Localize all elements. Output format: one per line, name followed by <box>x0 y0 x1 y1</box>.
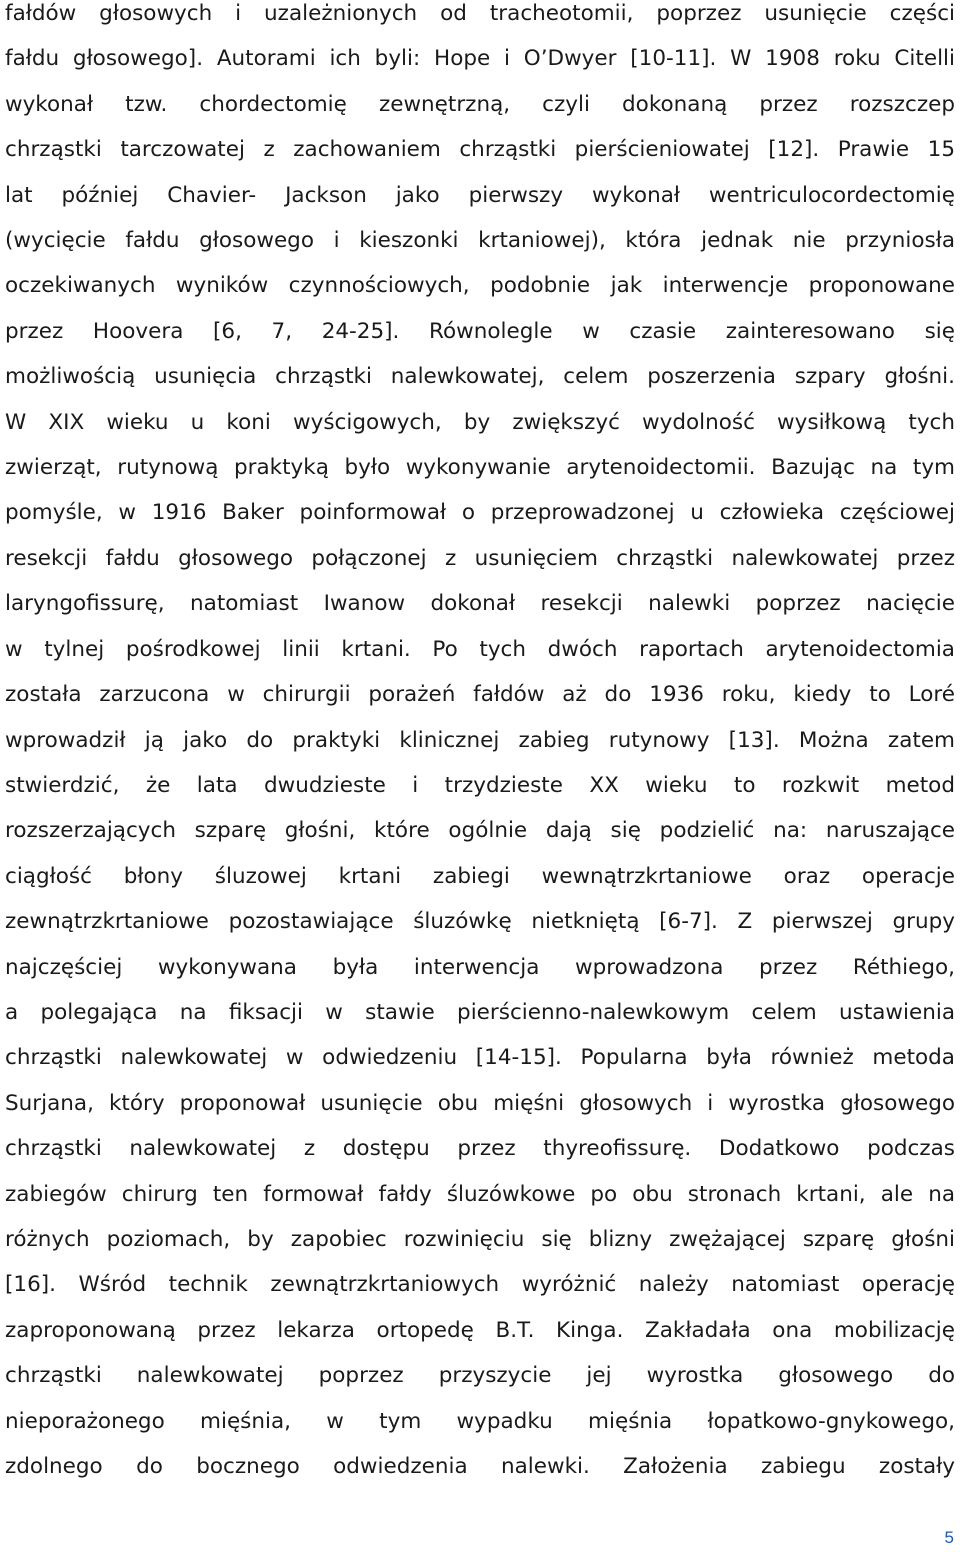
text-line: a polegająca na fiksacji w stawie pierścienno-nalewkowym celem ustawienia <box>5 999 955 1025</box>
text-line: chrząstki nalewkowatej w odwiedzeniu [14-15]. Popularna była również metoda <box>5 1045 955 1071</box>
text-line: rozszerzających szparę głośni, które ogólnie dają się podzielić na: naruszające <box>5 818 955 844</box>
text-line: resekcji fałdu głosowego połączonej z usunięciem chrząstki nalewkowatej przez <box>5 545 955 571</box>
text-line: laryngofissurę, natomiast Iwanow dokonał resekcji nalewki poprzez nacięcie <box>5 591 955 617</box>
text-line: zwierząt, rutynową praktyką było wykonywanie arytenoidectomii. Bazując na tym <box>5 455 955 481</box>
text-line: możliwością usunięcia chrząstki nalewkowatej, celem poszerzenia szpary głośni. <box>5 364 955 390</box>
text-line: (wycięcie fałdu głosowego i kieszonki krtaniowej), która jednak nie przyniosła <box>5 228 955 254</box>
text-line: stwierdzić, że lata dwudzieste i trzydzieste XX wieku to rozkwit metod <box>5 772 955 798</box>
text-line: zewnątrzkrtaniowe pozostawiające śluzówkę nietkniętą [6-7]. Z pierwszej grupy <box>5 909 955 935</box>
text-line: wykonał tzw. chordectomię zewnętrzną, czyli dokonaną przez rozszczep <box>5 91 955 117</box>
text-line: lat później Chavier- Jackson jako pierwszy wykonał wentriculocordectomię <box>5 182 955 208</box>
text-line: przez Hoovera [6, 7, 24-25]. Równolegle w czasie zainteresowano się <box>5 318 955 344</box>
text-line: najczęściej wykonywana była interwencja wprowadzona przez Réthiego, <box>5 954 955 980</box>
text-line: chrząstki nalewkowatej z dostępu przez thyreofissurę. Dodatkowo podczas <box>5 1136 955 1162</box>
text-line: W XIX wieku u koni wyścigowych, by zwiększyć wydolność wysiłkową tych <box>5 409 955 435</box>
text-line: fałdów głosowych i uzależnionych od tracheotomii, poprzez usunięcie części <box>5 1 955 26</box>
text-line: zabiegów chirurg ten formował fałdy śluzówkowe po obu stronach krtani, ale na <box>5 1181 955 1207</box>
text-line: zdolnego do bocznego odwiedzenia nalewki. Założenia zabiegu zostały <box>5 1454 955 1479</box>
text-line: chrząstki nalewkowatej poprzez przyszycie jej wyrostka głosowego do <box>5 1363 955 1389</box>
body-paragraph <box>5 0 955 1489</box>
text-line: różnych poziomach, by zapobiec rozwinięciu się blizny zwężającej szparę głośni <box>5 1226 955 1252</box>
text-line: Surjana, który proponował usunięcie obu mięśni głosowych i wyrostka głosowego <box>5 1090 955 1116</box>
text-line: nieporażonego mięśnia, w tym wypadku mięśnia łopatkowo-gnykowego, <box>5 1408 955 1434</box>
text-line: [16]. Wśród technik zewnątrzkrtaniowych wyróżnić należy natomiast operację <box>5 1272 955 1298</box>
text-line: zaproponowaną przez lekarza ortopedę B.T. Kinga. Zakładała ona mobilizację <box>5 1317 955 1343</box>
text-line: została zarzucona w chirurgii porażeń fałdów aż do 1936 roku, kiedy to Loré <box>5 682 955 708</box>
text-line: pomyśle, w 1916 Baker poinformował o przeprowadzonej u człowieka częściowej <box>5 500 955 526</box>
text-line: oczekiwanych wyników czynnościowych, podobnie jak interwencje proponowane <box>5 273 955 299</box>
text-line: ciągłość błony śluzowej krtani zabiegi wewnątrzkrtaniowe oraz operacje <box>5 863 955 889</box>
text-line: w tylnej pośrodkowej linii krtani. Po tych dwóch raportach arytenoidectomia <box>5 636 955 662</box>
text-line: fałdu głosowego]. Autorami ich byli: Hope i O’Dwyer [10-11]. W 1908 roku Citelli <box>5 46 955 72</box>
text-line: wprowadził ją jako do praktyki klinicznej zabieg rutynowy [13]. Można zatem <box>5 727 955 753</box>
page-number: 5 <box>944 1528 954 1547</box>
text-line: chrząstki tarczowatej z zachowaniem chrząstki pierścieniowatej [12]. Prawie 15 <box>5 137 955 163</box>
